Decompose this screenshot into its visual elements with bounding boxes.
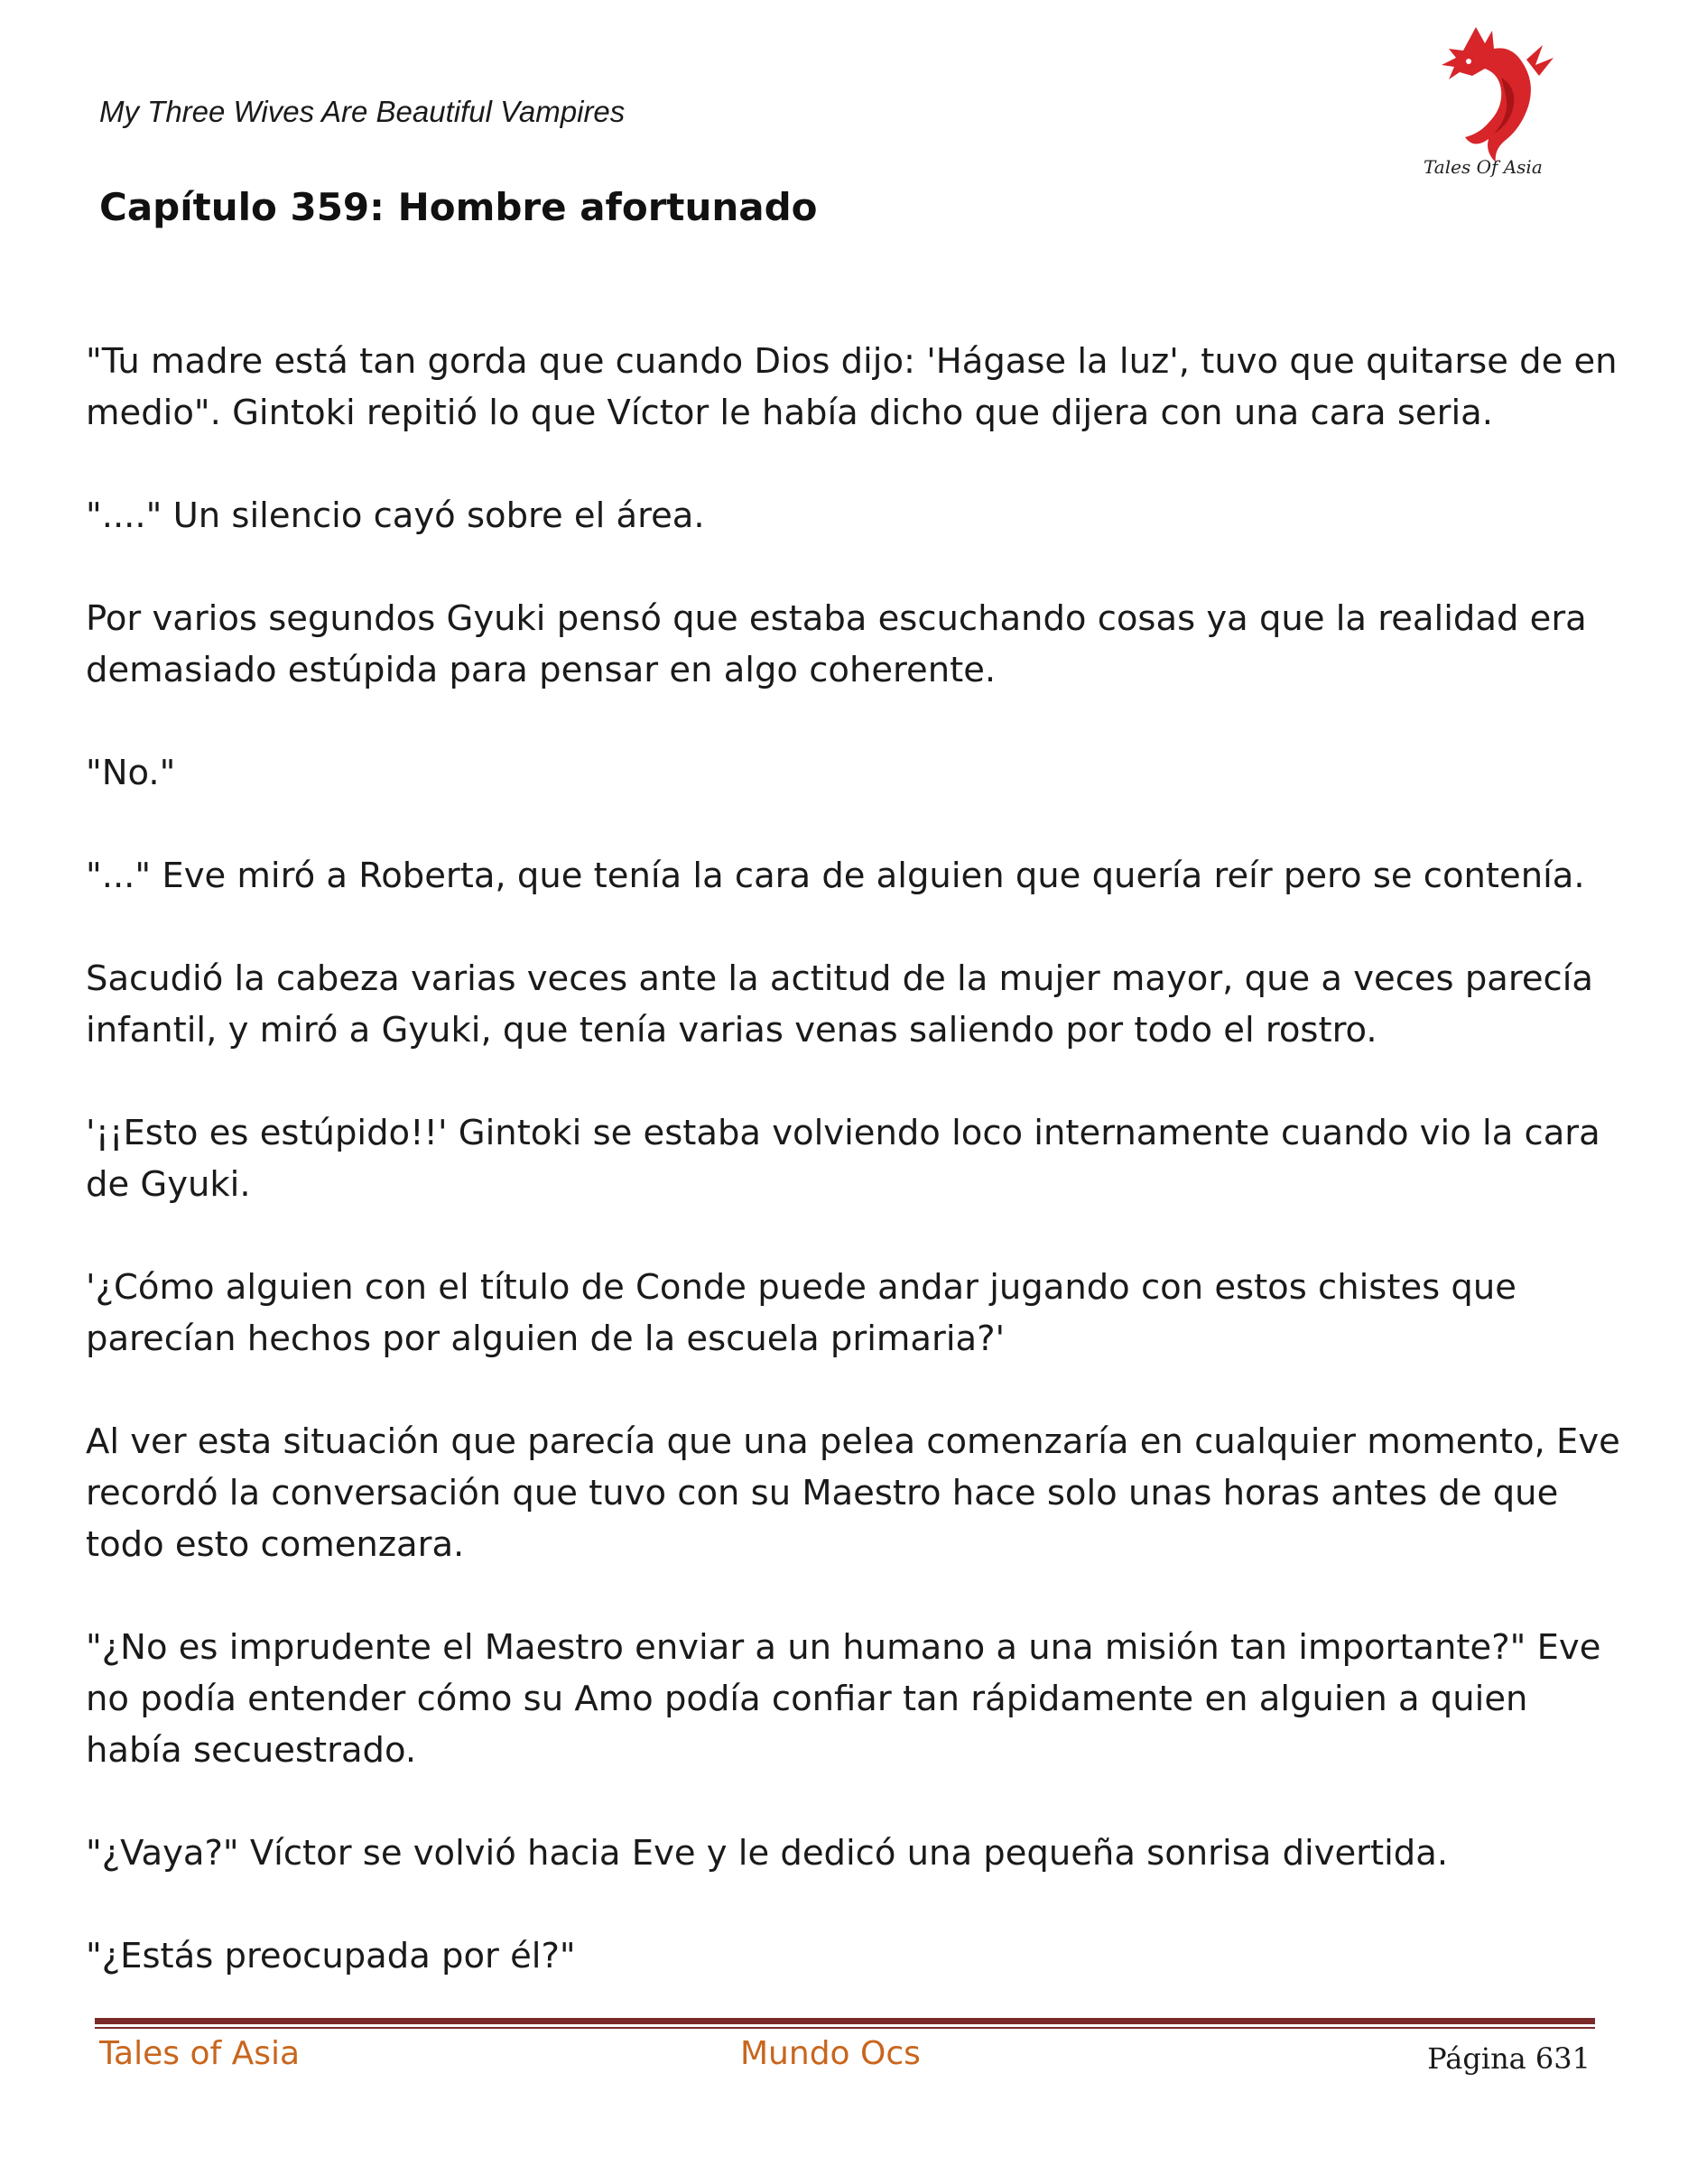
footer-divider: [95, 2018, 1595, 2029]
paragraph: "¿Vaya?" Víctor se volvió hacia Eve y le dedicó una pequeña sonrisa divertida.: [86, 1833, 1449, 1874]
footer-divider-thin: [95, 2027, 1595, 2029]
paragraph: "¿No es imprudente el Maestro enviar a un humano a una misión tan importante?" Eve no podía entender cómo su Amo podía confiar tan rápidamente en alguien a quien había secuestrado.: [86, 1627, 1601, 1771]
paragraph: '¡¡Esto es estúpido!!' Gintoki se estaba volviendo loco internamente cuando vio la cara de Gyuki.: [86, 1113, 1600, 1205]
paragraph: Al ver esta situación que parecía que una pelea comenzaría en cualquier momento, Eve recordó la conversación que tuvo con su Maestro hace solo unas horas antes de que todo esto comenzara.: [86, 1421, 1620, 1565]
chapter-title: Capítulo 359: Hombre afortunado: [99, 185, 818, 229]
paragraph: '¿Cómo alguien con el título de Conde puede andar jugando con estos chistes que parecían hechos por alguien de la escuela primaria?': [86, 1267, 1516, 1359]
footer-section-name: Mundo Ocs: [740, 2035, 921, 2072]
logo-text: Tales Of Asia: [1424, 156, 1543, 178]
footer-site-name: Tales of Asia: [99, 2035, 301, 2072]
paragraph: "¿Estás preocupada por él?": [86, 1936, 576, 1976]
paragraph: "...." Un silencio cayó sobre el área.: [86, 495, 705, 536]
paragraph: Por varios segundos Gyuki pensó que estaba escuchando cosas ya que la realidad era demasiado estúpida para pensar en algo coherente.: [86, 598, 1587, 690]
red-dragon-icon: [1422, 18, 1575, 180]
paragraph: "..." Eve miró a Roberta, que tenía la cara de alguien que quería reír pero se contenía.: [86, 856, 1585, 896]
paragraph: "No.": [86, 753, 176, 793]
paragraph: Sacudió la cabeza varias veces ante la actitud de la mujer mayor, que a veces parecía infantil, y miró a Gyuki, que tenía varias venas saliendo por todo el rostro.: [86, 958, 1594, 1050]
footer-divider-thick: [95, 2018, 1595, 2024]
paragraph: "Tu madre está tan gorda que cuando Dios dijo: 'Hágase la luz', tuvo que quitarse de en medio". Gintoki repitió lo que Víctor le había dicho que dijera con una cara seria.: [86, 341, 1618, 433]
chapter-body: [86, 336, 1620, 2033]
page-number: Página 631: [1427, 2041, 1591, 2076]
tales-of-asia-logo: [1422, 18, 1575, 180]
book-title: My Three Wives Are Beautiful Vampires: [99, 95, 626, 128]
